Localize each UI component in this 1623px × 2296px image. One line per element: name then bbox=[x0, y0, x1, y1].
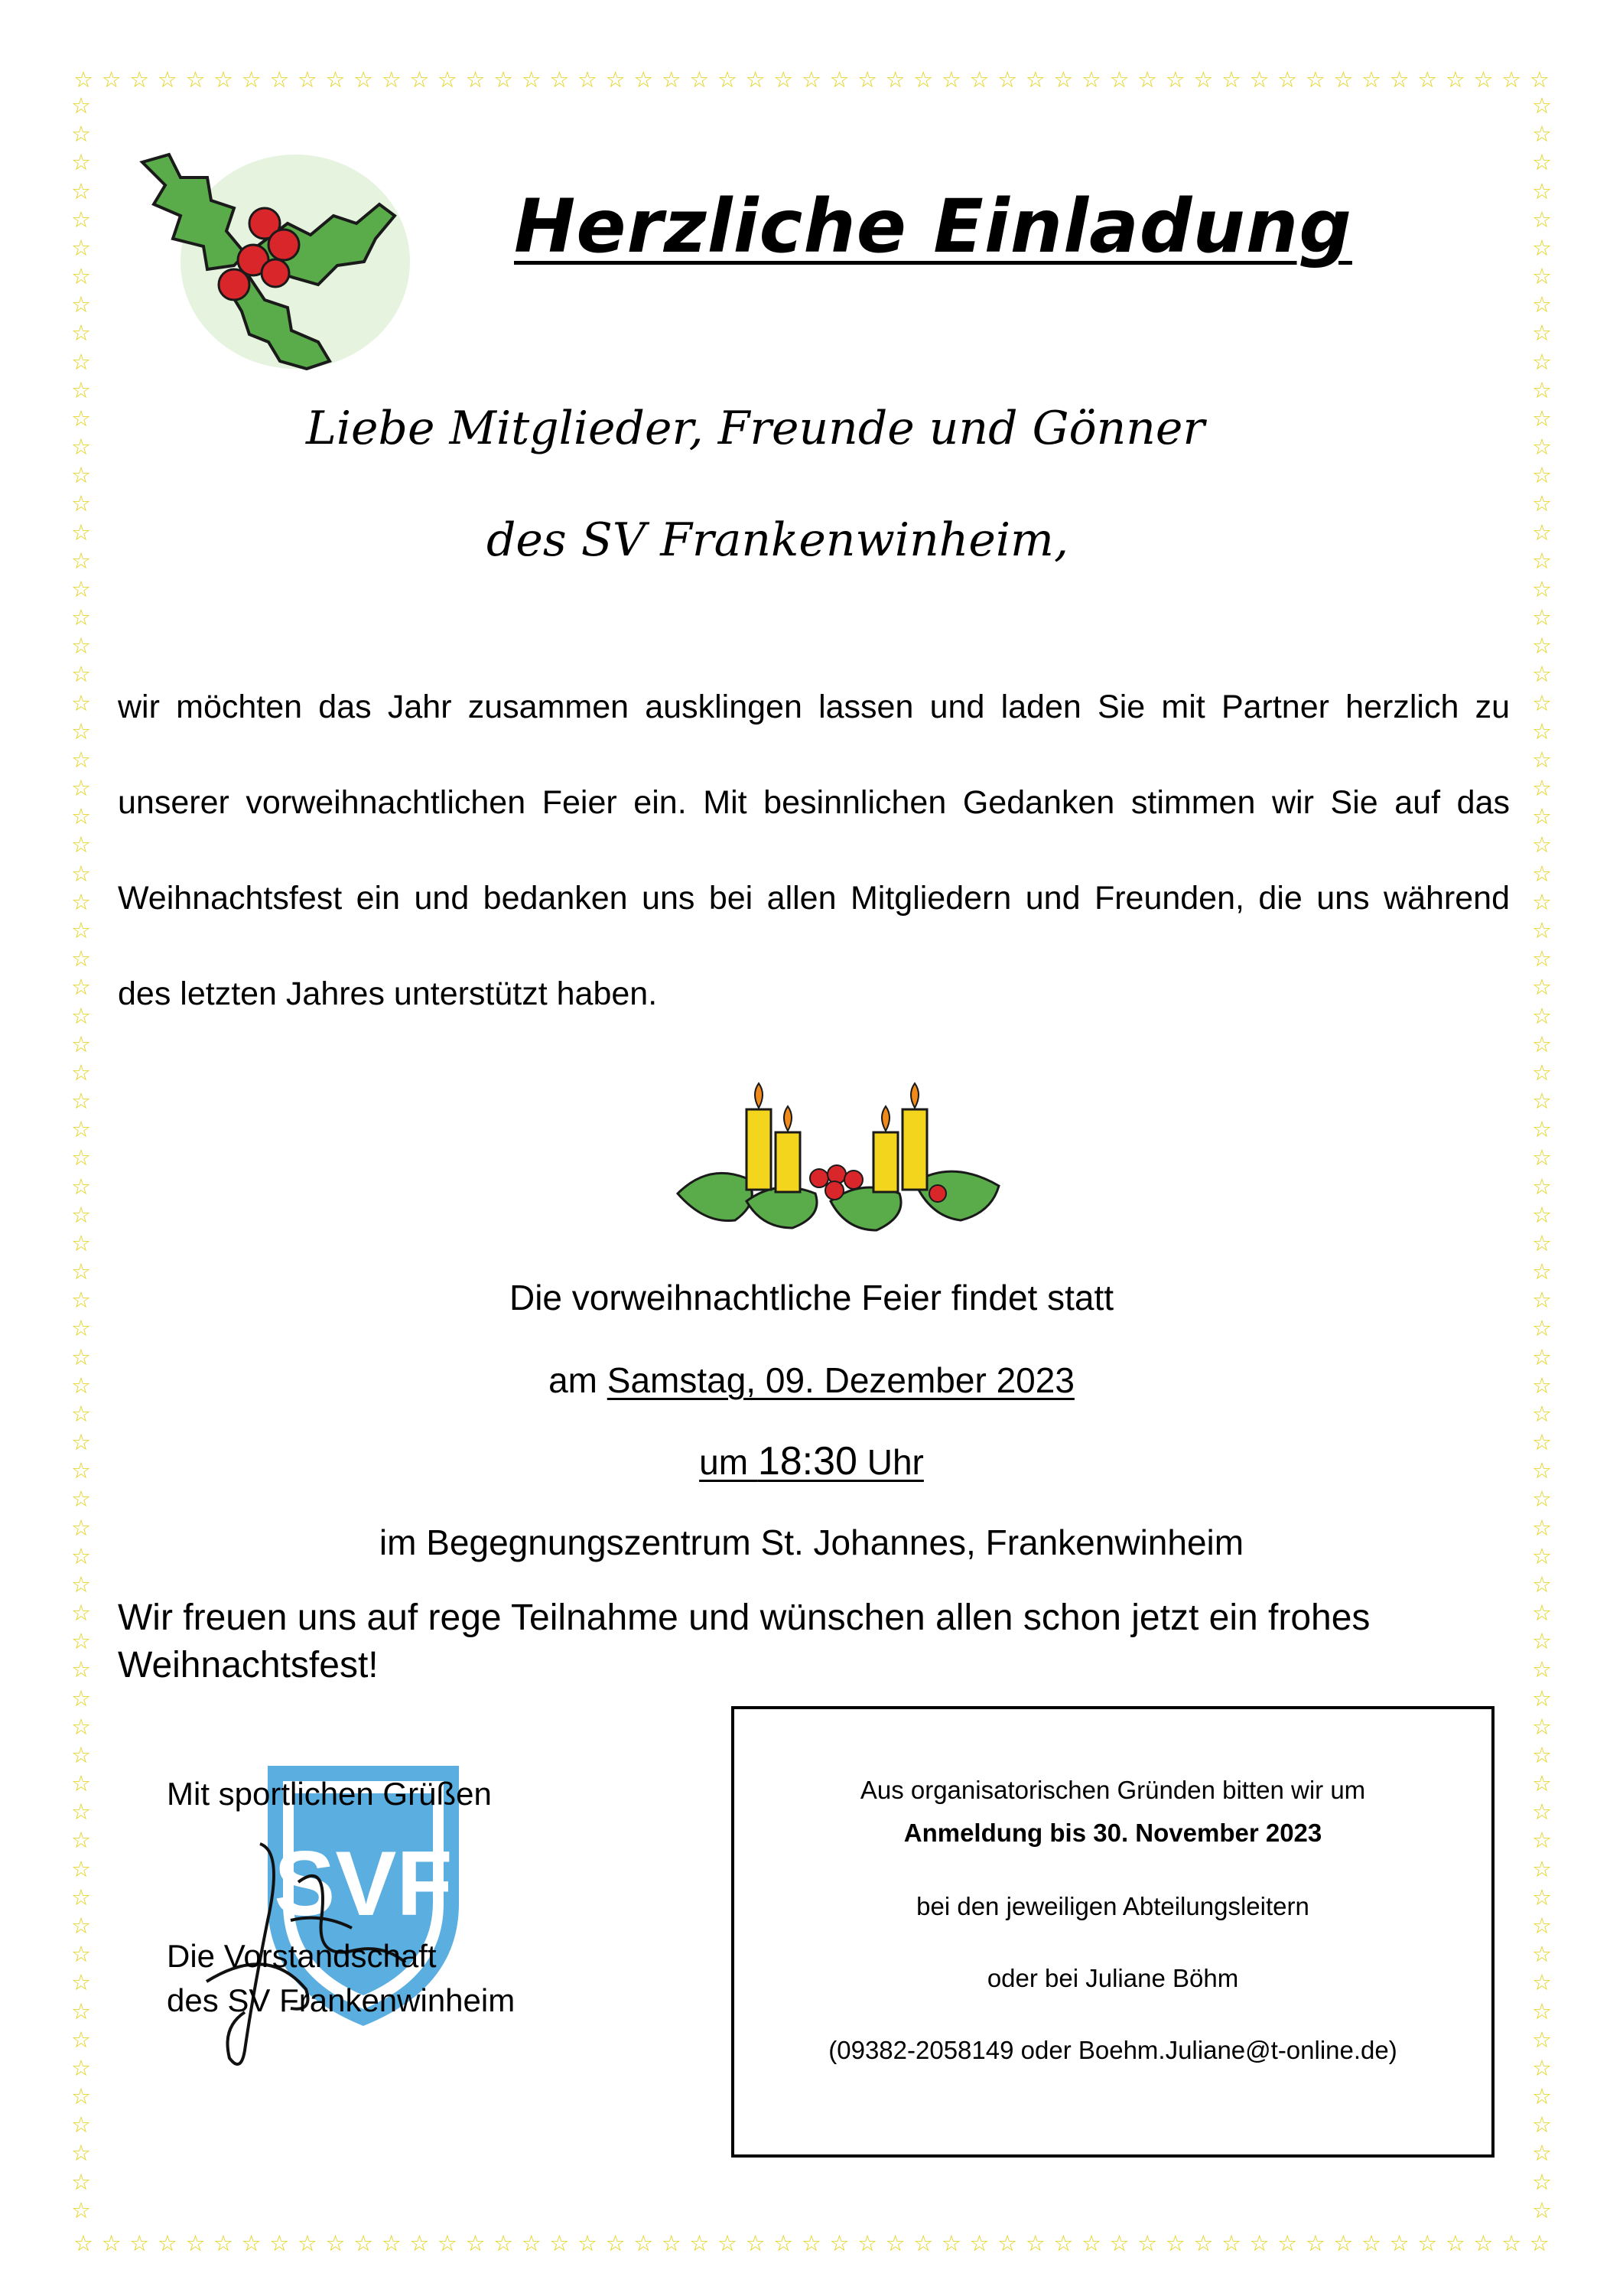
star-icon: ☆ bbox=[1532, 1542, 1552, 1569]
star-icon: ☆ bbox=[1532, 1827, 1552, 1854]
star-icon: ☆ bbox=[1532, 1884, 1552, 1910]
star-icon: ☆ bbox=[1417, 2229, 1438, 2256]
star-icon: ☆ bbox=[71, 149, 91, 176]
star-icon: ☆ bbox=[1532, 1059, 1552, 1086]
star-icon: ☆ bbox=[1445, 2229, 1465, 2256]
star-icon: ☆ bbox=[1532, 149, 1552, 176]
star-icon: ☆ bbox=[689, 66, 710, 93]
star-icon: ☆ bbox=[71, 1173, 91, 1200]
star-icon: ☆ bbox=[71, 974, 91, 1001]
star-icon: ☆ bbox=[1193, 2229, 1214, 2256]
star-icon: ☆ bbox=[1305, 2229, 1325, 2256]
star-icon: ☆ bbox=[801, 2229, 821, 2256]
star-icon: ☆ bbox=[71, 1145, 91, 1171]
star-icon: ☆ bbox=[71, 1259, 91, 1285]
star-icon: ☆ bbox=[71, 689, 91, 716]
star-icon: ☆ bbox=[71, 2026, 91, 2053]
star-icon: ☆ bbox=[353, 66, 374, 93]
star-icon: ☆ bbox=[857, 66, 878, 93]
star-icon: ☆ bbox=[1501, 66, 1522, 93]
star-icon: ☆ bbox=[1137, 66, 1158, 93]
star-icon: ☆ bbox=[1165, 2229, 1186, 2256]
registration-line-1: Aus organisatorischen Gründen bitten wir um bbox=[860, 1776, 1366, 1804]
star-icon: ☆ bbox=[71, 604, 91, 631]
star-icon: ☆ bbox=[773, 66, 794, 93]
star-icon: ☆ bbox=[71, 1770, 91, 1797]
star-icon: ☆ bbox=[465, 2229, 486, 2256]
star-icon: ☆ bbox=[71, 718, 91, 744]
star-icon: ☆ bbox=[71, 177, 91, 204]
star-icon: ☆ bbox=[1532, 1259, 1552, 1285]
star-icon: ☆ bbox=[1532, 1741, 1552, 1768]
star-icon: ☆ bbox=[71, 519, 91, 546]
star-icon: ☆ bbox=[71, 490, 91, 517]
star-icon: ☆ bbox=[1532, 490, 1552, 517]
event-date: Samstag, 09. Dezember 2023 bbox=[607, 1360, 1075, 1400]
star-icon: ☆ bbox=[1193, 66, 1214, 93]
event-intro: Die vorweihnachtliche Feier findet statt bbox=[509, 1278, 1114, 1317]
star-icon: ☆ bbox=[71, 832, 91, 858]
star-icon: ☆ bbox=[913, 66, 934, 93]
registration-deadline: Anmeldung bis 30. November 2023 bbox=[903, 1819, 1322, 1847]
star-icon: ☆ bbox=[409, 2229, 430, 2256]
star-icon: ☆ bbox=[1532, 1002, 1552, 1029]
star-icon: ☆ bbox=[157, 2229, 177, 2256]
star-icon: ☆ bbox=[71, 1229, 91, 1256]
star-icon: ☆ bbox=[1532, 1713, 1552, 1740]
star-icon: ☆ bbox=[71, 1913, 91, 1939]
event-date-prefix: am bbox=[548, 1360, 607, 1400]
star-icon: ☆ bbox=[1532, 860, 1552, 887]
star-icon: ☆ bbox=[745, 66, 766, 93]
star-icon: ☆ bbox=[437, 2229, 457, 2256]
star-icon: ☆ bbox=[885, 2229, 906, 2256]
registration-contact: (09382-2058149 oder Boehm.Juliane@t-online.de) bbox=[828, 2036, 1397, 2064]
star-icon: ☆ bbox=[185, 2229, 206, 2256]
star-icon: ☆ bbox=[71, 348, 91, 375]
star-icon: ☆ bbox=[71, 376, 91, 403]
star-icon: ☆ bbox=[71, 1855, 91, 1882]
star-icon: ☆ bbox=[661, 66, 681, 93]
event-time-line bbox=[0, 1438, 1623, 1485]
star-icon: ☆ bbox=[437, 66, 457, 93]
star-icon: ☆ bbox=[71, 1542, 91, 1569]
star-icon: ☆ bbox=[213, 2229, 234, 2256]
star-icon: ☆ bbox=[71, 860, 91, 887]
star-icon: ☆ bbox=[1532, 2168, 1552, 2195]
star-icon: ☆ bbox=[857, 2229, 878, 2256]
star-icon: ☆ bbox=[1532, 462, 1552, 489]
star-icon: ☆ bbox=[71, 1287, 91, 1314]
star-icon: ☆ bbox=[465, 66, 486, 93]
event-location: im Begegnungszentrum St. Johannes, Frankenwinheim bbox=[379, 1523, 1244, 1562]
greeting-text: Mit sportlichen Grüßen bbox=[167, 1776, 492, 1812]
star-icon: ☆ bbox=[71, 1741, 91, 1768]
star-icon: ☆ bbox=[549, 2229, 570, 2256]
star-icon: ☆ bbox=[1532, 291, 1552, 318]
star-icon: ☆ bbox=[1532, 1628, 1552, 1655]
star-icon: ☆ bbox=[549, 66, 570, 93]
star-icon: ☆ bbox=[1532, 832, 1552, 858]
star-icon: ☆ bbox=[1532, 1685, 1552, 1711]
star-icon: ☆ bbox=[71, 320, 91, 347]
star-icon: ☆ bbox=[1532, 746, 1552, 773]
star-icon: ☆ bbox=[941, 66, 961, 93]
star-icon: ☆ bbox=[1277, 66, 1298, 93]
star-icon: ☆ bbox=[1532, 1941, 1552, 1968]
registration-line-4: oder bei Juliane Böhm bbox=[987, 1964, 1239, 1992]
star-icon: ☆ bbox=[1532, 2140, 1552, 2167]
star-icon: ☆ bbox=[1532, 348, 1552, 375]
star-icon: ☆ bbox=[1109, 2229, 1130, 2256]
star-icon: ☆ bbox=[71, 1400, 91, 1427]
star-icon: ☆ bbox=[1249, 2229, 1270, 2256]
star-icon: ☆ bbox=[1532, 1571, 1552, 1597]
star-icon: ☆ bbox=[913, 2229, 934, 2256]
star-icon: ☆ bbox=[1053, 2229, 1074, 2256]
star-icon: ☆ bbox=[1532, 974, 1552, 1001]
star-icon: ☆ bbox=[71, 1998, 91, 2024]
salutation-line-1: Liebe Mitglieder, Freunde und Gönner bbox=[306, 402, 1205, 455]
star-icon: ☆ bbox=[1532, 1088, 1552, 1115]
star-icon: ☆ bbox=[1532, 661, 1552, 688]
star-icon: ☆ bbox=[1333, 2229, 1354, 2256]
star-icon: ☆ bbox=[1473, 66, 1494, 93]
star-icon: ☆ bbox=[1532, 234, 1552, 261]
star-icon: ☆ bbox=[1532, 206, 1552, 233]
star-icon: ☆ bbox=[1532, 803, 1552, 830]
star-icon: ☆ bbox=[605, 66, 626, 93]
star-icon: ☆ bbox=[1532, 689, 1552, 716]
star-icon: ☆ bbox=[1249, 66, 1270, 93]
star-icon: ☆ bbox=[1081, 2229, 1101, 2256]
star-icon: ☆ bbox=[71, 1088, 91, 1115]
star-icon: ☆ bbox=[71, 1201, 91, 1228]
star-icon: ☆ bbox=[1081, 66, 1101, 93]
star-icon: ☆ bbox=[381, 2229, 402, 2256]
star-icon: ☆ bbox=[1532, 1457, 1552, 1484]
star-icon: ☆ bbox=[353, 2229, 374, 2256]
star-icon: ☆ bbox=[71, 462, 91, 489]
registration-box bbox=[731, 1706, 1495, 2158]
star-icon: ☆ bbox=[73, 2229, 93, 2256]
star-icon: ☆ bbox=[71, 1941, 91, 1968]
salutation-line-2: des SV Frankenwinheim, bbox=[486, 513, 1069, 567]
invitation-body-text: wir möchten das Jahr zusammen ausklingen lassen und laden Sie mit Partner herzlich zu unserer vorweihnachtlichen Feier ein. Mit besinnlichen Gedanken stimmen wir Sie auf das Weihnachtsfest ein und bedanken uns bei allen Mitgliedern und Freunden, die uns während des letzten Jahres unterstützt haben. bbox=[118, 689, 1510, 1012]
star-icon: ☆ bbox=[71, 1884, 91, 1910]
star-icon: ☆ bbox=[1532, 1343, 1552, 1370]
star-icon: ☆ bbox=[1532, 1429, 1552, 1456]
star-icon: ☆ bbox=[1532, 547, 1552, 574]
star-icon: ☆ bbox=[71, 633, 91, 659]
star-icon: ☆ bbox=[71, 1571, 91, 1597]
board-line-2: des SV Frankenwinheim bbox=[167, 1982, 516, 2018]
logo-text: SVF bbox=[274, 1832, 453, 1935]
holly-icon bbox=[112, 132, 433, 384]
star-icon: ☆ bbox=[381, 66, 402, 93]
star-icon: ☆ bbox=[1532, 1287, 1552, 1314]
star-icon: ☆ bbox=[1532, 1173, 1552, 1200]
star-icon: ☆ bbox=[297, 2229, 317, 2256]
star-icon: ☆ bbox=[409, 66, 430, 93]
star-icon: ☆ bbox=[1532, 888, 1552, 915]
star-border-bottom bbox=[73, 2228, 1550, 2259]
star-border-right bbox=[1527, 95, 1557, 2222]
star-icon: ☆ bbox=[1361, 2229, 1382, 2256]
star-icon: ☆ bbox=[213, 66, 234, 93]
event-date-line bbox=[0, 1357, 1623, 1403]
star-icon: ☆ bbox=[1053, 66, 1074, 93]
star-icon: ☆ bbox=[689, 2229, 710, 2256]
star-icon: ☆ bbox=[1532, 946, 1552, 972]
star-icon: ☆ bbox=[71, 1059, 91, 1086]
star-icon: ☆ bbox=[71, 1514, 91, 1541]
star-icon: ☆ bbox=[71, 2197, 91, 2223]
star-icon: ☆ bbox=[1333, 66, 1354, 93]
star-icon: ☆ bbox=[71, 1713, 91, 1740]
star-icon: ☆ bbox=[1532, 93, 1552, 119]
star-icon: ☆ bbox=[941, 2229, 961, 2256]
star-icon: ☆ bbox=[71, 547, 91, 574]
star-icon: ☆ bbox=[71, 1116, 91, 1143]
star-icon: ☆ bbox=[1109, 66, 1130, 93]
star-icon: ☆ bbox=[1389, 2229, 1410, 2256]
star-icon: ☆ bbox=[71, 405, 91, 432]
star-icon: ☆ bbox=[241, 2229, 262, 2256]
star-icon: ☆ bbox=[1532, 405, 1552, 432]
star-icon: ☆ bbox=[1532, 1315, 1552, 1342]
star-icon: ☆ bbox=[325, 2229, 346, 2256]
star-icon: ☆ bbox=[1137, 2229, 1158, 2256]
star-icon: ☆ bbox=[269, 66, 290, 93]
star-icon: ☆ bbox=[969, 2229, 990, 2256]
star-icon: ☆ bbox=[71, 2054, 91, 2081]
star-icon: ☆ bbox=[1532, 575, 1552, 602]
star-icon: ☆ bbox=[1532, 121, 1552, 148]
star-icon: ☆ bbox=[801, 66, 821, 93]
star-icon: ☆ bbox=[1532, 1998, 1552, 2024]
star-icon: ☆ bbox=[71, 206, 91, 233]
star-icon: ☆ bbox=[717, 2229, 738, 2256]
star-icon: ☆ bbox=[1532, 1372, 1552, 1399]
star-icon: ☆ bbox=[71, 1031, 91, 1057]
star-icon: ☆ bbox=[129, 2229, 150, 2256]
star-icon: ☆ bbox=[71, 1656, 91, 1683]
star-icon: ☆ bbox=[1532, 1116, 1552, 1143]
star-icon: ☆ bbox=[1532, 1855, 1552, 1882]
star-icon: ☆ bbox=[71, 1799, 91, 1825]
star-icon: ☆ bbox=[71, 2168, 91, 2195]
star-icon: ☆ bbox=[71, 746, 91, 773]
star-icon: ☆ bbox=[1532, 775, 1552, 802]
star-icon: ☆ bbox=[71, 1315, 91, 1342]
star-icon: ☆ bbox=[1532, 2054, 1552, 2081]
star-icon: ☆ bbox=[129, 66, 150, 93]
star-icon: ☆ bbox=[325, 66, 346, 93]
star-icon: ☆ bbox=[1532, 519, 1552, 546]
star-icon: ☆ bbox=[1532, 1969, 1552, 1996]
star-border-left bbox=[66, 95, 96, 2222]
star-icon: ☆ bbox=[829, 66, 850, 93]
star-icon: ☆ bbox=[1389, 66, 1410, 93]
star-icon: ☆ bbox=[1532, 1400, 1552, 1427]
star-icon: ☆ bbox=[71, 2112, 91, 2138]
star-icon: ☆ bbox=[71, 946, 91, 972]
star-icon: ☆ bbox=[71, 803, 91, 830]
star-icon: ☆ bbox=[1532, 604, 1552, 631]
star-icon: ☆ bbox=[157, 66, 177, 93]
star-icon: ☆ bbox=[71, 661, 91, 688]
star-icon: ☆ bbox=[71, 1486, 91, 1513]
star-border-top bbox=[73, 64, 1550, 95]
page-title: Herzliche Einladung bbox=[514, 184, 1352, 269]
star-icon: ☆ bbox=[1532, 2112, 1552, 2138]
star-icon: ☆ bbox=[661, 2229, 681, 2256]
star-icon: ☆ bbox=[1532, 2083, 1552, 2110]
star-icon: ☆ bbox=[71, 1429, 91, 1456]
star-icon: ☆ bbox=[1532, 2197, 1552, 2223]
star-icon: ☆ bbox=[71, 2140, 91, 2167]
star-icon: ☆ bbox=[997, 66, 1018, 93]
advent-candles-icon bbox=[662, 1079, 1014, 1239]
star-icon: ☆ bbox=[1532, 263, 1552, 290]
closing-text: Wir freuen uns auf rege Teilnahme und wünschen allen schon jetzt ein frohes Weihnachtsfest! bbox=[118, 1597, 1371, 1685]
star-icon: ☆ bbox=[269, 2229, 290, 2256]
star-icon: ☆ bbox=[1532, 434, 1552, 461]
star-icon: ☆ bbox=[1532, 917, 1552, 943]
star-icon: ☆ bbox=[633, 2229, 654, 2256]
star-icon: ☆ bbox=[1529, 2229, 1550, 2256]
star-icon: ☆ bbox=[71, 93, 91, 119]
star-icon: ☆ bbox=[71, 1827, 91, 1854]
star-icon: ☆ bbox=[73, 66, 93, 93]
star-icon: ☆ bbox=[101, 66, 122, 93]
star-icon: ☆ bbox=[101, 2229, 122, 2256]
star-icon: ☆ bbox=[1532, 1600, 1552, 1627]
star-icon: ☆ bbox=[1532, 1486, 1552, 1513]
star-icon: ☆ bbox=[1025, 2229, 1046, 2256]
star-icon: ☆ bbox=[773, 2229, 794, 2256]
star-icon: ☆ bbox=[71, 775, 91, 802]
star-icon: ☆ bbox=[1532, 177, 1552, 204]
star-icon: ☆ bbox=[71, 2083, 91, 2110]
star-icon: ☆ bbox=[577, 66, 597, 93]
star-icon: ☆ bbox=[493, 2229, 514, 2256]
board-line-1: Die Vorstandschaft bbox=[167, 1938, 437, 1974]
star-icon: ☆ bbox=[71, 1372, 91, 1399]
star-icon: ☆ bbox=[1165, 66, 1186, 93]
star-icon: ☆ bbox=[241, 66, 262, 93]
star-icon: ☆ bbox=[605, 2229, 626, 2256]
star-icon: ☆ bbox=[71, 291, 91, 318]
star-icon: ☆ bbox=[71, 434, 91, 461]
star-icon: ☆ bbox=[71, 575, 91, 602]
star-icon: ☆ bbox=[1532, 1913, 1552, 1939]
star-icon: ☆ bbox=[1361, 66, 1382, 93]
star-icon: ☆ bbox=[71, 917, 91, 943]
star-icon: ☆ bbox=[71, 1969, 91, 1996]
star-icon: ☆ bbox=[521, 2229, 542, 2256]
star-icon: ☆ bbox=[1532, 2026, 1552, 2053]
event-time-prefix: um bbox=[699, 1442, 758, 1482]
star-icon: ☆ bbox=[1532, 1201, 1552, 1228]
star-icon: ☆ bbox=[71, 1343, 91, 1370]
star-icon: ☆ bbox=[1532, 1770, 1552, 1797]
star-icon: ☆ bbox=[829, 2229, 850, 2256]
star-icon: ☆ bbox=[1221, 2229, 1241, 2256]
star-icon: ☆ bbox=[71, 234, 91, 261]
star-icon: ☆ bbox=[1529, 66, 1550, 93]
star-icon: ☆ bbox=[577, 2229, 597, 2256]
star-icon: ☆ bbox=[521, 66, 542, 93]
star-icon: ☆ bbox=[71, 1457, 91, 1484]
star-icon: ☆ bbox=[297, 66, 317, 93]
star-icon: ☆ bbox=[71, 1002, 91, 1029]
star-icon: ☆ bbox=[71, 888, 91, 915]
registration-line-3: bei den jeweiligen Abteilungsleitern bbox=[916, 1892, 1309, 1920]
star-icon: ☆ bbox=[1417, 66, 1438, 93]
star-icon: ☆ bbox=[1532, 1145, 1552, 1171]
star-icon: ☆ bbox=[71, 263, 91, 290]
star-icon: ☆ bbox=[1501, 2229, 1522, 2256]
star-icon: ☆ bbox=[1532, 718, 1552, 744]
star-icon: ☆ bbox=[885, 66, 906, 93]
event-time: 18:30 bbox=[757, 1439, 857, 1483]
star-icon: ☆ bbox=[1221, 66, 1241, 93]
star-icon: ☆ bbox=[71, 121, 91, 148]
star-icon: ☆ bbox=[1532, 633, 1552, 659]
star-icon: ☆ bbox=[745, 2229, 766, 2256]
star-icon: ☆ bbox=[1532, 376, 1552, 403]
star-icon: ☆ bbox=[997, 2229, 1018, 2256]
star-icon: ☆ bbox=[1532, 320, 1552, 347]
star-icon: ☆ bbox=[1473, 2229, 1494, 2256]
star-icon: ☆ bbox=[1532, 1031, 1552, 1057]
star-icon: ☆ bbox=[71, 1600, 91, 1627]
star-icon: ☆ bbox=[71, 1685, 91, 1711]
star-icon: ☆ bbox=[1532, 1229, 1552, 1256]
event-time-suffix: Uhr bbox=[857, 1442, 924, 1482]
star-icon: ☆ bbox=[717, 66, 738, 93]
star-icon: ☆ bbox=[493, 66, 514, 93]
star-icon: ☆ bbox=[185, 66, 206, 93]
star-icon: ☆ bbox=[633, 66, 654, 93]
star-icon: ☆ bbox=[1445, 66, 1465, 93]
star-icon: ☆ bbox=[969, 66, 990, 93]
star-icon: ☆ bbox=[1532, 1514, 1552, 1541]
star-icon: ☆ bbox=[1277, 2229, 1298, 2256]
star-icon: ☆ bbox=[1532, 1799, 1552, 1825]
star-icon: ☆ bbox=[1532, 1656, 1552, 1683]
star-icon: ☆ bbox=[1025, 66, 1046, 93]
star-icon: ☆ bbox=[71, 1628, 91, 1655]
star-icon: ☆ bbox=[1305, 66, 1325, 93]
